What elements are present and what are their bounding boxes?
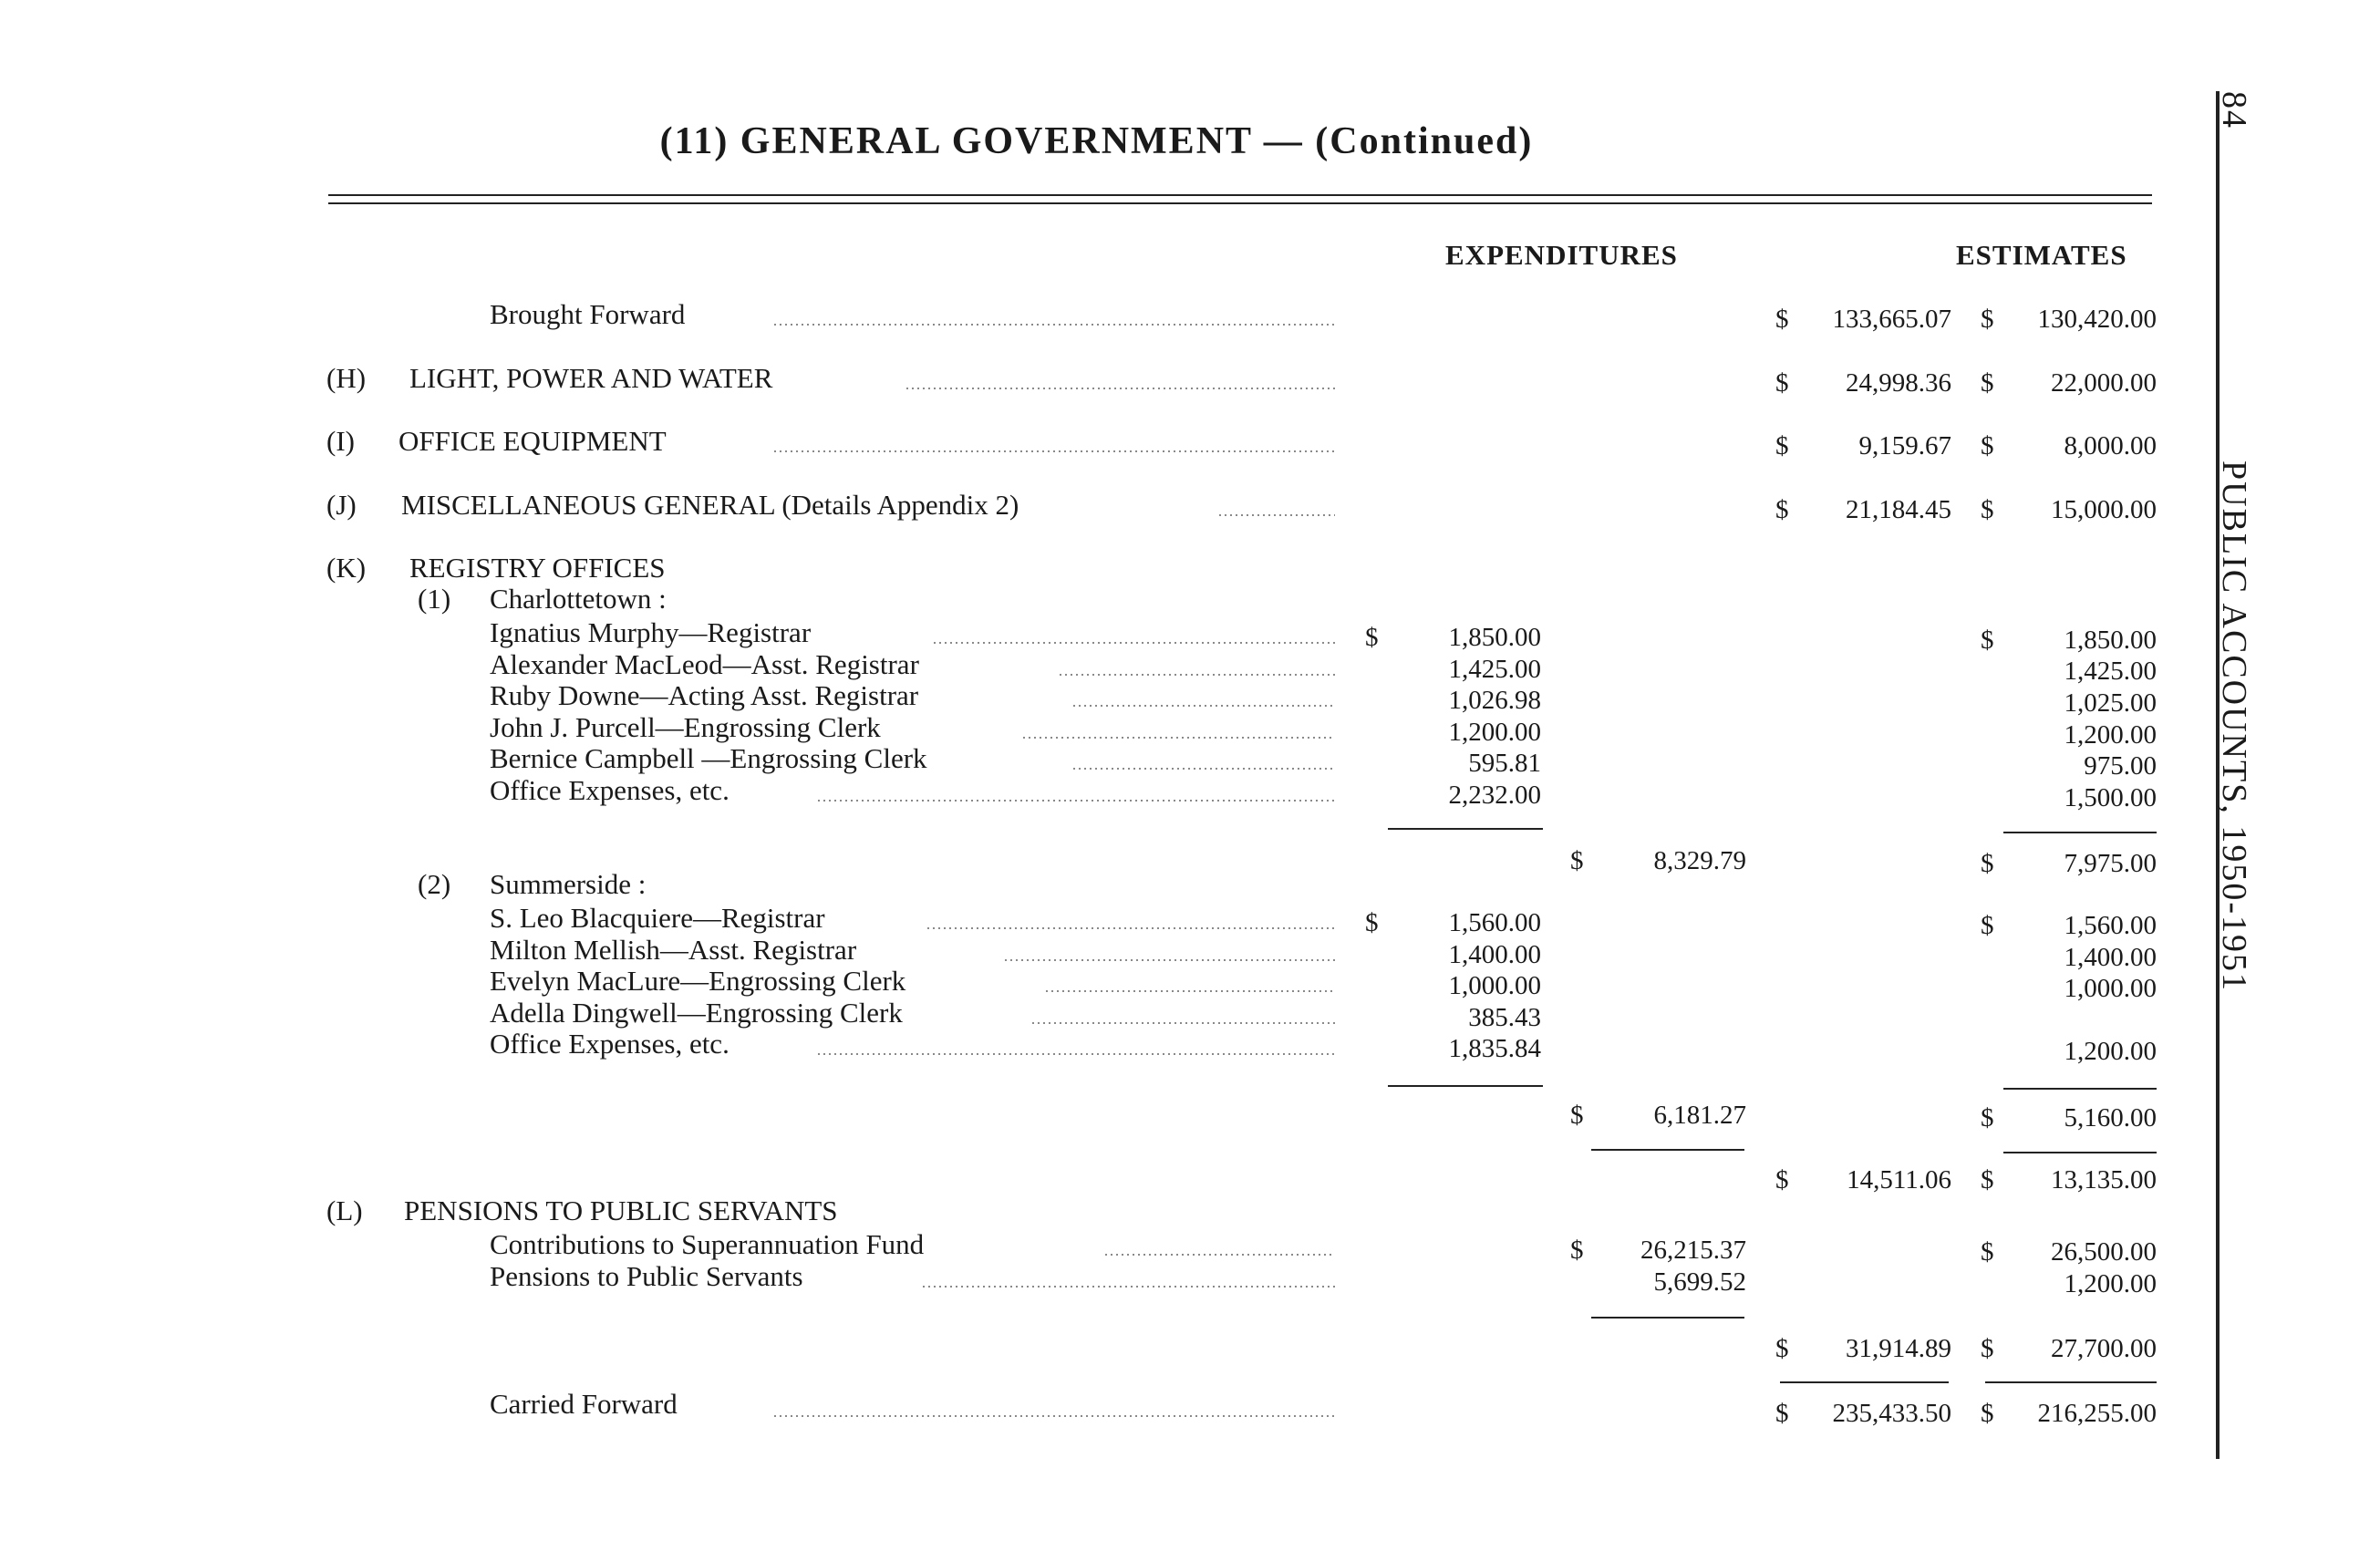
charlottetown-item-estimate: 1,025.00 [2064,688,2157,718]
charlottetown-item-estimate: 1,500.00 [2064,783,2157,812]
charlottetown-subtotal: 8,329.79 [1653,846,1746,875]
section-letter-h: (H) [326,362,367,394]
leader-dots [816,800,1335,802]
leader-dots [1044,990,1335,992]
charlottetown-subtotal-estimate: 7,975.00 [2064,849,2157,878]
currency-symbol: $ [1981,1237,1994,1267]
charlottetown-item-estimate: 1,200.00 [2064,720,2157,750]
section-l-total-estimate: 27,700.00 [2051,1334,2157,1363]
pensions-item-expenditure: 5,699.52 [1653,1267,1746,1297]
pensions-item-label: Contributions to Superannuation Fund [490,1228,925,1260]
currency-symbol: $ [1981,1165,1994,1195]
title-rule-bottom [328,202,2152,204]
section-k-total: 14,511.06 [1847,1165,1951,1195]
summerside-item-expenditure: 1,000.00 [1448,971,1541,1000]
expenditures-header: EXPENDITURES [1445,239,1678,271]
subsection-number: (1) [418,583,451,615]
charlottetown-item-label: Ruby Downe—Acting Asst. Registrar [490,679,919,711]
summerside-item-estimate: 1,400.00 [2064,943,2157,972]
section-j-label: MISCELLANEOUS GENERAL (Details Appendix 2) [401,489,1019,521]
summerside-item-label: Milton Mellish—Asst. Registrar [490,934,857,966]
section-i-label: OFFICE EQUIPMENT [398,425,667,457]
currency-symbol: $ [1775,431,1789,460]
carried-forward-label: Carried Forward [490,1388,678,1420]
sum-rule [1388,828,1543,830]
carried-forward-expenditure: 235,433.50 [1832,1399,1951,1428]
summerside-subtotal: 6,181.27 [1653,1101,1746,1130]
section-letter-k: (K) [326,552,367,584]
summerside-item-label: Office Expenses, etc. [490,1028,730,1060]
charlottetown-item-expenditure: 595.81 [1468,749,1541,778]
currency-symbol: $ [1570,1101,1584,1130]
pensions-item-label: Pensions to Public Servants [490,1260,803,1292]
currency-symbol: $ [1775,1165,1789,1195]
currency-symbol: $ [1775,1334,1789,1363]
currency-symbol: $ [1981,849,1994,878]
summerside-item-label: Evelyn MacLure—Engrossing Clerk [490,965,906,997]
currency-symbol: $ [1365,908,1379,937]
leader-dots [1058,674,1335,676]
summerside-item-expenditure: 1,400.00 [1448,940,1541,969]
title-rule-top [328,194,2152,196]
section-letter-j: (J) [326,489,357,521]
currency-symbol: $ [1365,623,1379,652]
charlottetown-item-label: John J. Purcell—Engrossing Clerk [490,711,881,743]
leader-dots [772,324,1335,326]
charlottetown-item-expenditure: 1,850.00 [1448,623,1541,652]
currency-symbol: $ [1981,495,1994,524]
brought-forward-label: Brought Forward [490,298,686,330]
currency-symbol: $ [1775,305,1789,334]
subsection-number: (2) [418,868,451,900]
section-k-label: REGISTRY OFFICES [409,552,666,584]
currency-symbol: $ [1981,1334,1994,1363]
sum-rule [2003,1088,2157,1090]
section-h-expenditure: 24,998.36 [1846,368,1951,398]
page-number: 84 [2215,91,2253,129]
charlottetown-item-estimate: 975.00 [2084,751,2157,781]
currency-symbol: $ [1981,626,1994,655]
charlottetown-item-label: Bernice Campbell —Engrossing Clerk [490,742,927,774]
brought-forward-expenditure: 133,665.07 [1832,305,1951,334]
sum-rule [2003,1152,2157,1153]
currency-symbol: $ [1981,1399,1994,1428]
charlottetown-label: Charlottetown : [490,583,667,615]
currency-symbol: $ [1981,368,1994,398]
sum-rule [1591,1317,1744,1319]
leader-dots [772,1415,1335,1417]
section-letter-i: (I) [326,425,355,457]
pensions-item-expenditure: 26,215.37 [1640,1236,1746,1265]
currency-symbol: $ [1570,846,1584,875]
leader-dots [1071,768,1335,770]
summerside-item-estimate: 1,560.00 [2064,911,2157,940]
currency-symbol: $ [1775,368,1789,398]
leader-dots [1103,1254,1335,1256]
sum-rule [1985,1381,2157,1383]
summerside-item-estimate: 1,000.00 [2064,974,2157,1003]
charlottetown-item-expenditure: 1,200.00 [1448,718,1541,747]
section-i-expenditure: 9,159.67 [1858,431,1951,460]
charlottetown-item-label: Office Expenses, etc. [490,774,730,806]
sum-rule [1780,1381,1949,1383]
currency-symbol: $ [1981,305,1994,334]
section-j-expenditure: 21,184.45 [1846,495,1951,524]
section-k-total-estimate: 13,135.00 [2051,1165,2157,1195]
leader-dots [926,927,1335,929]
charlottetown-item-expenditure: 2,232.00 [1448,781,1541,810]
summerside-item-label: S. Leo Blacquiere—Registrar [490,902,825,934]
currency-symbol: $ [1570,1236,1584,1265]
section-l-total: 31,914.89 [1846,1334,1951,1363]
carried-forward-estimate: 216,255.00 [2037,1399,2157,1428]
section-i-estimate: 8,000.00 [2064,431,2157,460]
summerside-label: Summerside : [490,868,647,900]
leader-dots [905,388,1335,389]
currency-symbol: $ [1981,911,1994,940]
summerside-item-estimate: 1,200.00 [2064,1037,2157,1066]
pensions-item-estimate: 1,200.00 [2064,1269,2157,1298]
leader-dots [1021,737,1335,739]
charlottetown-item-estimate: 1,425.00 [2064,657,2157,686]
currency-symbol: $ [1981,1103,1994,1132]
sum-rule [2003,832,2157,833]
section-j-estimate: 15,000.00 [2051,495,2157,524]
section-h-label: LIGHT, POWER AND WATER [409,362,773,394]
pensions-item-estimate: 26,500.00 [2051,1237,2157,1267]
charlottetown-item-estimate: 1,850.00 [2064,626,2157,655]
page-title: (11) GENERAL GOVERNMENT — (Continued) [659,120,1534,162]
brought-forward-estimate: 130,420.00 [2037,305,2157,334]
charlottetown-item-expenditure: 1,026.98 [1448,686,1541,715]
charlottetown-item-expenditure: 1,425.00 [1448,655,1541,684]
summerside-subtotal-estimate: 5,160.00 [2064,1103,2157,1132]
leader-dots [1030,1022,1335,1024]
leader-dots [816,1053,1335,1055]
leader-dots [1217,514,1335,516]
summerside-item-expenditure: 1,560.00 [1448,908,1541,937]
running-title-text: PUBLIC ACCOUNTS, 1950-1951 [2215,460,2253,992]
section-h-estimate: 22,000.00 [2051,368,2157,398]
leader-dots [932,642,1335,644]
estimates-header: ESTIMATES [1956,239,2127,271]
section-l-label: PENSIONS TO PUBLIC SERVANTS [404,1195,838,1226]
charlottetown-item-label: Ignatius Murphy—Registrar [490,616,812,648]
charlottetown-item-label: Alexander MacLeod—Asst. Registrar [490,648,919,680]
currency-symbol: $ [1775,495,1789,524]
leader-dots [921,1286,1335,1288]
sum-rule [1388,1085,1543,1087]
currency-symbol: $ [1775,1399,1789,1428]
summerside-item-label: Adella Dingwell—Engrossing Clerk [490,997,903,1029]
sum-rule [1591,1149,1744,1151]
summerside-item-expenditure: 1,835.84 [1448,1034,1541,1063]
section-letter-l: (L) [326,1195,363,1226]
leader-dots [1071,705,1335,707]
currency-symbol: $ [1981,431,1994,460]
summerside-item-expenditure: 385.43 [1468,1003,1541,1032]
leader-dots [1003,959,1335,961]
leader-dots [772,450,1335,452]
